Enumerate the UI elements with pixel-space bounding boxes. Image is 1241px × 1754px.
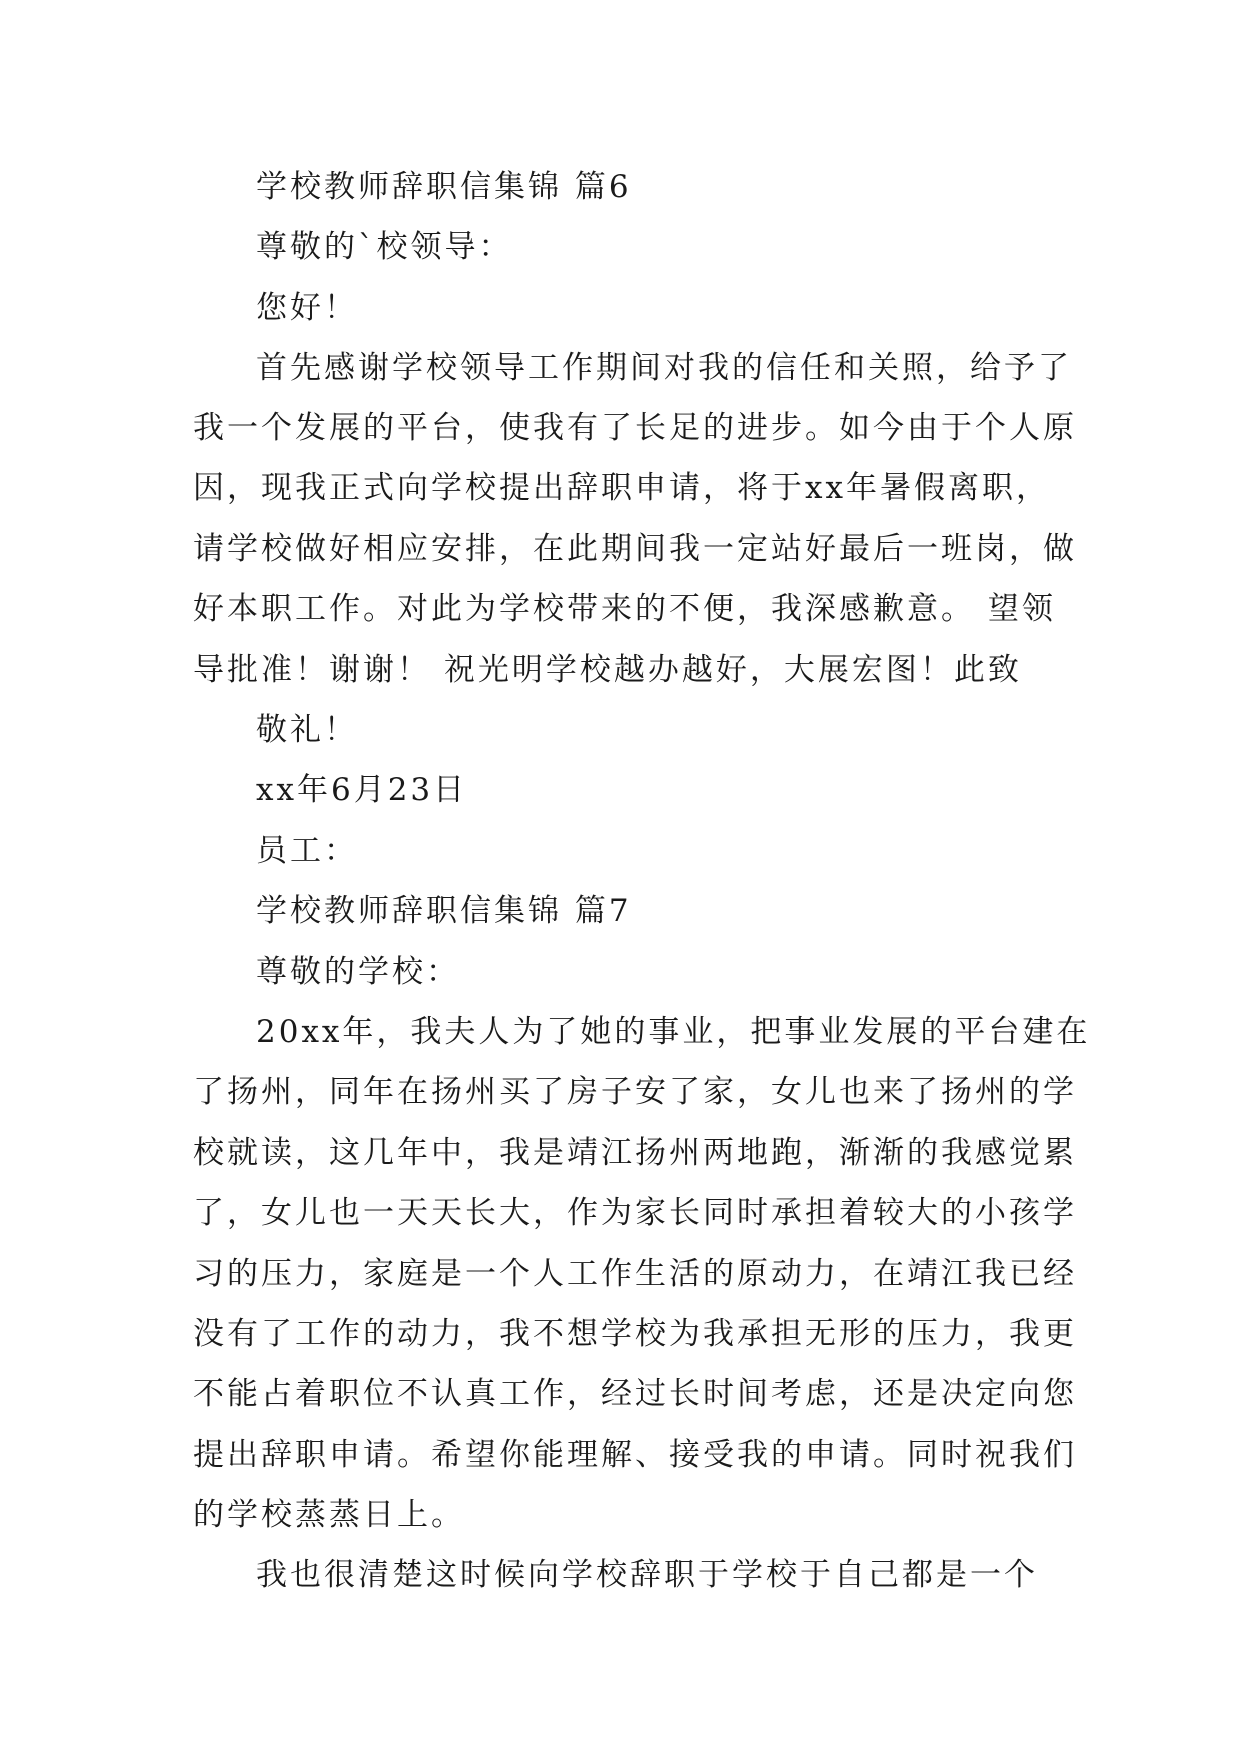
body-line: 我一个发展的平台，使我有了长足的进步。如今由于个人原 [193,410,1077,446]
salutation: 尊敬的学校： [256,954,460,990]
closing: 敬礼！ [256,712,358,748]
signature: 员工： [256,833,358,869]
body-line: 好本职工作。对此为学校带来的不便，我深感歉意。 望领 [193,591,1056,627]
body-line: 导批准！谢谢！ 祝光明学校越办越好，大展宏图！此致 [193,652,1022,688]
body-line: 我也很清楚这时候向学校辞职于学校于自己都是一个 [256,1557,1038,1593]
section-heading: 学校教师辞职信集锦 篇6 [256,169,632,205]
body-line: 20xx年，我夫人为了她的事业，把事业发展的平台建在 [256,1014,1091,1050]
body-line: 没有了工作的动力，我不想学校为我承担无形的压力，我更 [193,1316,1077,1352]
section-heading: 学校教师辞职信集锦 篇7 [256,893,632,929]
body-line: 了扬州，同年在扬州买了房子安了家，女儿也来了扬州的学 [193,1074,1077,1110]
body-line: 首先感谢学校领导工作期间对我的信任和关照，给予了 [256,350,1072,386]
date-line: xx年6月23日 [256,772,468,808]
body-line: 请学校做好相应安排，在此期间我一定站好最后一班岗，做 [193,531,1077,567]
salutation: 尊敬的`校领导： [256,229,513,265]
body-line: 习的压力，家庭是一个人工作生活的原动力，在靖江我已经 [193,1256,1077,1292]
body-line: 提出辞职申请。希望你能理解、接受我的申请。同时祝我们 [193,1437,1077,1473]
body-line: 校就读，这几年中，我是靖江扬州两地跑，渐渐的我感觉累 [193,1135,1077,1171]
body-line: 的学校蒸蒸日上。 [193,1497,465,1533]
body-line: 不能占着职位不认真工作，经过长时间考虑，还是决定向您 [193,1376,1077,1412]
greeting: 您好！ [256,290,358,326]
body-line: 因，现我正式向学校提出辞职申请，将于xx年暑假离职， [193,470,1050,506]
body-line: 了，女儿也一天天长大，作为家长同时承担着较大的小孩学 [193,1195,1077,1231]
